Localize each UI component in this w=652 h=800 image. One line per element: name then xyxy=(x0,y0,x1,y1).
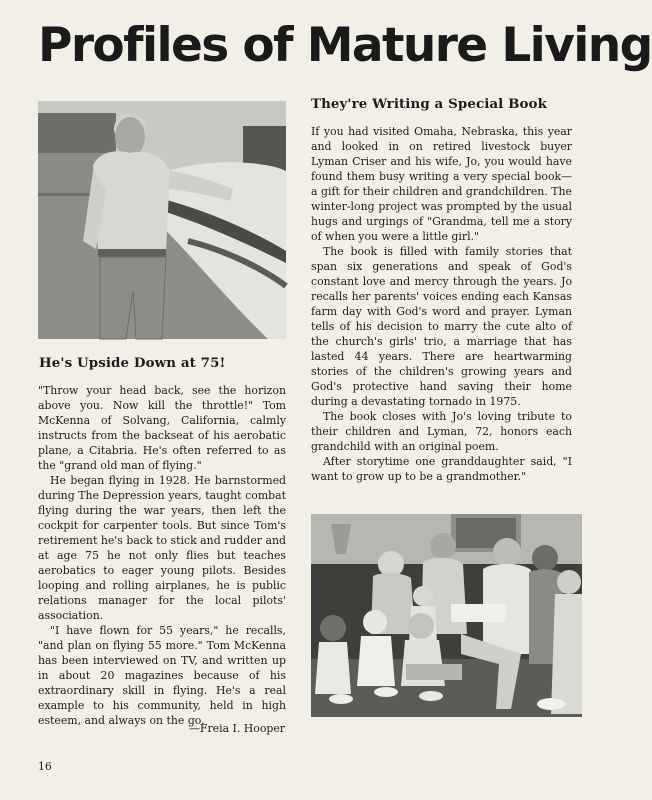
left-paragraph-2: He began flying in 1928. He barnstormed during The Depression years, taught combat flying during the war years, then left the cockpit for carpenter tools. But since Tom's retirement he's back to stick and rudder and at age 75 he not only flies but teaches aerobatics to eager young pilots. Besides looping and rolling airplanes, he is public relations manager for the local pilots' association. xyxy=(38,474,286,622)
right-paragraph-2: The book is filled with family stories that span six generations and speak of God's constant love and mercy through the years. Jo recalls her parents' voices ending each Kansas farm day with God's word and prayer. Lyman tells of his decision to marry the cute alto of the church's girls' trio, a marriage that has lasted 44 years. There are heartwarming stories of the children's growing years and God's protective hand saving their home during a devastating tornado in 1975. xyxy=(311,245,572,408)
right-paragraph-1: If you had visited Omaha, Nebraska, this year and looked in on retired livestock buyer Lyman Criser and his wife, Jo, you would have found them busy writing a very special book—a gift for their children and grandchildren. The winter-long project was prompted by the usual hugs and urgings of "Grandma, tell me a story of when you were a little girl." xyxy=(311,125,572,243)
left-article-body xyxy=(38,383,286,728)
left-paragraph-3: "I have flown for 55 years," he recalls, "and plan on flying 55 more." Tom McKenna has been interviewed on TV, and written up in about 20 magazines because of his extraordinary skill in flying. He's a real example to his community, held in high esteem, and always on the go. xyxy=(38,624,286,727)
left-article-heading: He's Upside Down at 75! xyxy=(39,355,226,371)
family-photo xyxy=(311,514,582,717)
right-paragraph-3: The book closes with Jo's loving tribute to their children and Lyman, 72, honors each grandchild with an original poem. xyxy=(311,410,572,453)
left-paragraph-1: "Throw your head back, see the horizon above you. Now kill the throttle!" Tom McKenna of Solvang, California, calmly instructs from the backseat of his aerobatic plane, a Citabria. He's often referred to as the "grand old man of flying." xyxy=(38,384,286,472)
right-article-body xyxy=(311,124,572,484)
byline: —Freia I. Hooper xyxy=(189,722,285,735)
page-number: 16 xyxy=(38,760,52,773)
right-paragraph-4: After storytime one granddaughter said, "I want to grow up to be a grandmother." xyxy=(311,455,572,483)
page-title: Profiles of Mature Living xyxy=(38,18,652,73)
right-article-heading: They're Writing a Special Book xyxy=(311,96,547,112)
pilot-photo xyxy=(38,101,286,339)
